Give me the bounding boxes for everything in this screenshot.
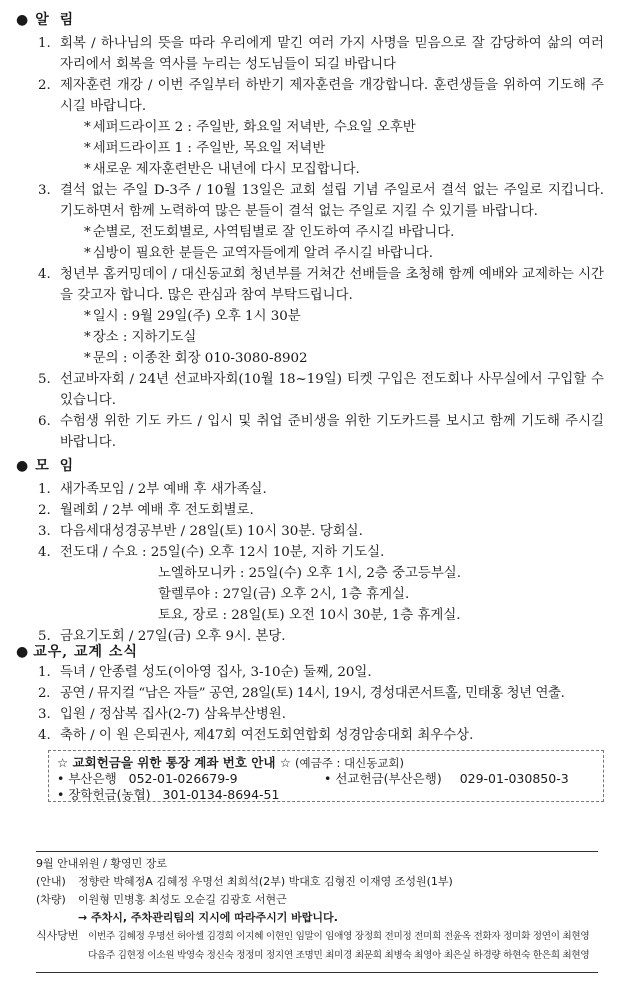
notice-text: 회복 / 하나님의 뜻을 따라 우리에게 맡긴 여러 가지 사명을 믿음으로 잘 감당하여 삶의 여러 자리에서 회복을 역사를 누리는 성도님들이 되길 바랍니다 [60,36,604,72]
notice-sub-item: * 일시 : 9월 29일(주) 오후 1시 30분 [84,309,301,324]
notice-text: 제자훈련 개강 / 이번 주일부터 하반기 제자훈련을 개강합니다. 훈련생들을 위하여 기도해 주시길 바랍니다. [60,78,604,114]
meal-row-1: 식사당번 이번주 김혜정 우명선 허아셀 김경희 이지혜 이현인 임말이 임애영 장정희 전미정 전미희 전윤옥 전화자 정미화 정연이 최현영 [36,929,590,942]
notice-sub-item: * 새로운 제자훈련반은 내년에 다시 모집합니다. [84,162,360,177]
bullet-icon: ● [16,644,30,660]
notice-text: 수험생 위한 기도 카드 / 입시 및 취업 준비생을 위한 기도카드를 보시고 함께 기도해 주시길 바랍니다. [60,414,604,450]
meeting-item-5: 5. 금요기도회 / 27일(금) 오후 9시. 본당. [38,629,286,644]
notice-sub-item: * 세퍼드라이프 1 : 주일반, 목요일 저녁반 [84,141,326,156]
account-label: • 선교헌금(부산은행) [324,771,442,786]
account-number: 301-0134-8694-51 [162,787,280,802]
parking-note: → 주차시, 주차관리팀의 지시에 따라주시기 바랍니다. [78,911,338,924]
footer [36,855,598,965]
meeting-item-4: 4. 전도대 / 수요 : 25일(수) 오후 12시 10분, 지하 기도실. 노엘하모니카 : 25일(수) 오후 1시, 2층 중고등부실. 할렐루야 : 27일(금) 오후 2시, 1층 휴게실. 토요, 장로 : 28일(토) 오전 10시 30분, 1층 휴게실. [38,542,604,626]
meeting-item-2: 2. 월례회 / 2부 예배 후 전도회별로. [38,503,254,518]
meeting-sub-line: 토요, 장로 : 28일(토) 오전 10시 30분, 1층 휴게실. [158,608,461,623]
asterisk-icon: * [84,246,91,261]
fellowship-item-4: 4. 축하 / 이 원 은퇴권사, 제47회 여전도회연합회 성경암송대회 최우수상. [38,728,474,743]
notice-item-5: 5. 선교바자회 / 24년 선교바자회(10월 18~19일) 티켓 구입은 전도회나 사무실에서 구입할 수 있습니다. [38,372,604,408]
notice-sub-item: * 문의 : 이종찬 회장 010-3080-8902 [84,351,308,366]
asterisk-icon: * [84,330,91,345]
notices-list [38,33,604,453]
divider [36,851,598,852]
bullet-icon: ● [16,458,32,474]
asterisk-icon: * [84,141,91,156]
meeting-item-3: 3. 다음세대성경공부반 / 28일(토) 10시 30분. 당회실. [38,524,363,539]
meetings-list [38,479,604,647]
account-label: • 장학헌금(농협) [57,787,151,802]
fellowship-title: ● 교우, 교계 소식 [16,644,138,660]
account-number: 029-01-030850-3 [459,771,569,786]
notice-text: 청년부 홈커밍데이 / 대신동교회 청년부를 거쳐간 선배들을 초청해 함께 예배와 교제하는 시간을 갖고자 합니다. 많은 관심과 참여 부탁드립니다. [60,267,604,303]
notice-item-2: 2. 제자훈련 개강 / 이번 주일부터 하반기 제자훈련을 개강합니다. 훈련생들을 위하여 기도해 주시길 바랍니다. * 세퍼드라이프 2 : 주일반, 화요일 저녁반, 수요일 오후반 * 세퍼드라이프 1 : 주일반, 목요일 저녁반 * 새로운 제자훈련반은 내년에 다시 모집합니다. [38,75,604,180]
notice-item-6: 6. 수험생 위한 기도 카드 / 입시 및 취업 준비생을 위한 기도카드를 보시고 함께 기도해 주시길 바랍니다. [38,414,604,450]
notice-sub-item: * 순별로, 전도회별로, 사역팀별로 잘 인도하여 주시길 바랍니다. [84,225,455,240]
notice-item-4: 4. 청년부 홈커밍데이 / 대신동교회 청년부를 거쳐간 선배들을 초청해 함께 예배와 교제하는 시간을 갖고자 합니다. 많은 관심과 참여 부탁드립니다. * 일시 : 9월 29일(주) 오후 1시 30분 * 장소 : 지하기도실 * 문의 : 이종찬 회장 010-3080-8902 [38,264,604,369]
divider [36,972,598,973]
account-box-heading: ☆ 교회헌금을 위한 통장 계좌 번호 안내 ☆ [57,755,292,770]
month-guide-title: 9월 안내위원 / 황영민 장로 [36,857,167,870]
guide-row: (안내) 정향란 박혜정A 김혜정 우명선 최희석(2부) 박대호 김형진 이재영 조성원(1부) [36,875,453,888]
meeting-sub-line: 노엘하모니카 : 25일(수) 오후 1시, 2층 중고등부실. [158,566,461,581]
notice-sub-item: * 장소 : 지하기도실 [84,330,197,345]
notice-sub-item: * 심방이 필요한 분들은 교역자들에게 알려 주시길 바랍니다. [84,246,433,261]
asterisk-icon: * [84,309,91,324]
meeting-sub-line: 할렐루야 : 27일(금) 오후 2시, 1층 휴게실. [158,587,410,602]
fellowship-list [38,662,604,746]
fellowship-item-3: 3. 입원 / 정삼복 집사(2-7) 삼육부산병원. [38,707,286,722]
meetings-title: ● 모 임 [16,458,77,474]
notice-text: 선교바자회 / 24년 선교바자회(10월 18~19일) 티켓 구입은 전도회나 사무실에서 구입할 수 있습니다. [60,372,604,408]
asterisk-icon: * [84,225,91,240]
account-label: • 부산은행 [57,771,117,786]
notice-item-3: 3. 결석 없는 주일 D-3주 / 10월 13일은 교회 설립 기념 주일로서 결석 없는 주일로 지킵니다. 기도하면서 함께 노력하여 많은 분들이 결석 없는 주일로 지킬 수 있기를 바랍니다. * 순별로, 전도회별로, 사역팀별로 잘 인도하여 주시길 바랍니다. * 심방이 필요한 분들은 교역자들에게 알려 주시길 바랍니다. [38,180,604,264]
meal-row-2: 다음주 김현정 이소원 박영숙 정신숙 정정미 정지연 조명민 최미경 최문희 최병숙 최영아 최은실 하경량 하현숙 한은희 최현영 [88,950,590,961]
asterisk-icon: * [84,120,91,135]
meeting-item-1: 1. 새가족모임 / 2부 예배 후 새가족실. [38,482,267,497]
notice-sub-item: * 세퍼드라이프 2 : 주일반, 화요일 저녁반, 수요일 오후반 [84,120,416,135]
notices-title: ● 알 림 [16,12,77,28]
parking-row: (차량) 이원형 민병홍 최성도 오순길 김광호 서현근 [36,893,287,906]
account-info-box [48,750,604,802]
notice-item-1: 1. 회복 / 하나님의 뜻을 따라 우리에게 맡긴 여러 가지 사명을 믿음으로 잘 감당하여 삶의 여러 자리에서 회복을 역사를 누리는 성도님들이 되길 바랍니다 [38,36,604,72]
fellowship-item-1: 1. 득녀 / 안종렬 성도(이아영 집사, 3-10순) 둘째, 20일. [38,665,372,680]
bullet-icon: ● [16,12,32,28]
asterisk-icon: * [84,162,91,177]
asterisk-icon: * [84,351,91,366]
account-number: 052-01-026679-9 [128,771,238,786]
notice-text: 결석 없는 주일 D-3주 / 10월 13일은 교회 설립 기념 주일로서 결석 없는 주일로 지킵니다. 기도하면서 함께 노력하여 많은 분들이 결석 없는 주일로 지킬 수 있기를 바랍니다. [60,183,604,219]
account-holder: (예금주 : 대신동교회) [295,756,405,770]
fellowship-item-2: 2. 공연 / 뮤지컬 “남은 자들” 공연, 28일(토) 14시, 19시, 경성대콘서트홀, 민태홍 청년 연출. [38,686,565,701]
